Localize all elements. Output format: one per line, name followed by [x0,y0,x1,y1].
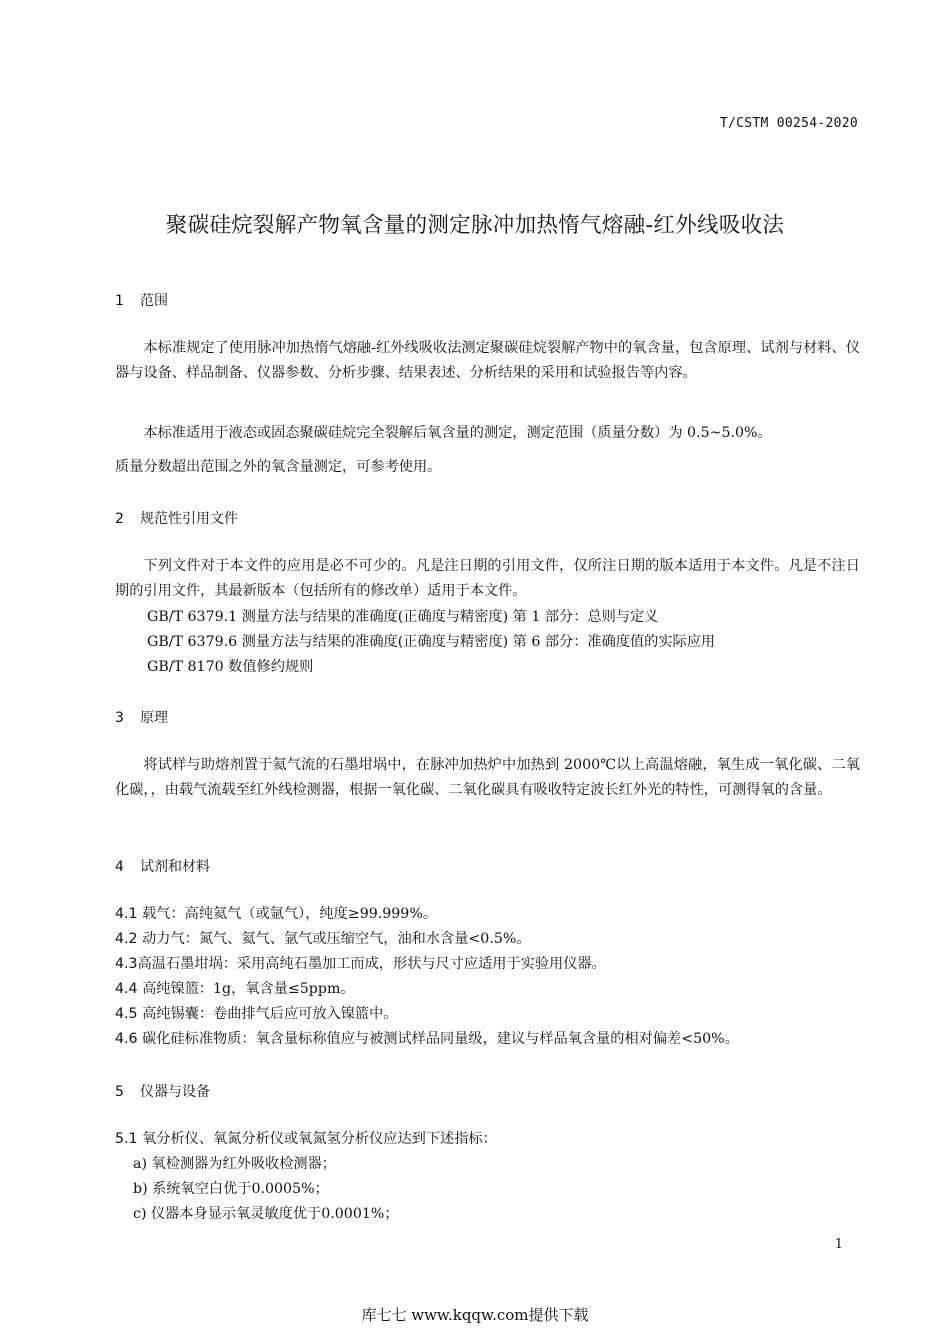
section-title: 范围 [140,293,168,309]
item-number: 4.1 [115,906,143,922]
material-item [115,928,531,948]
normative-reference: GB/T 6379.1 测量方法与结果的准确度(正确度与精密度) 第 1 部分：总则与定义 [147,609,659,625]
material-item [115,978,355,998]
section-title: 试剂和材料 [140,859,210,875]
material-item [115,1028,739,1048]
section-4-heading [115,856,210,876]
section-3-paragraph-1: 将试样与助熔剂置于氦气流的石墨坩埚中，在脉冲加热炉中加热到 2000℃以上高温熔融，氧生成一氧化碳、二氧化碳，，由载气流载至红外线检测器，根据一氧化碳、二氧化碳具有吸收特定波长红外光的特性，可测得氧的含量。 [115,757,860,798]
section-number: 2 [115,511,124,527]
material-item [115,953,606,973]
equipment-requirement: c) 仪器本身显示氧灵敏度优于0.0001%； [133,1206,399,1222]
item-text: 氧含量标称值应与被测试样品同量级，建议与样品氧含量的相对偏差<50%。 [255,1031,739,1047]
section-number: 4 [115,859,124,875]
item-term: 氧分析仪、氧氮分析仪或氧氮氢分析仪应达到下述指标： [142,1131,497,1147]
item-text: 1g，氧含量≤5ppm。 [213,981,355,997]
equipment-item [115,1128,497,1148]
material-item [115,1003,397,1023]
section-1-paragraph-2: 本标准适用于液态或固态聚碳硅烷完全裂解后氧含量的测定，测定范围（质量分数）为 0.5~5.0%。 [143,425,772,441]
item-number: 4.4 [115,981,143,997]
item-term: 高纯锡囊： [142,1006,214,1022]
section-1-paragraph-3: 质量分数超出范围之外的氧含量测定，可参考使用。 [115,459,442,475]
normative-reference: GB/T 8170 数值修约规则 [147,659,314,675]
item-text: 高纯氦气（或氩气），纯度≥99.999%。 [184,906,438,922]
item-number: 4.5 [115,1006,143,1022]
equipment-requirement: a) 氧检测器为红外吸收检测器； [133,1156,336,1172]
section-title: 规范性引用文件 [140,511,238,527]
section-1-heading [115,290,168,310]
material-item [115,903,437,923]
normative-reference: GB/T 6379.6 测量方法与结果的准确度(正确度与精密度) 第 6 部分：准确度值的实际应用 [147,634,716,650]
item-term: 高温石墨坩埚： [137,956,237,972]
item-term: 动力气： [142,931,199,947]
item-number: 4.3 [115,956,138,972]
download-footer: 库七七 www.kqqw.com提供下载 [361,1306,589,1324]
section-2-heading [115,508,238,528]
equipment-requirement: b) 系统氧空白优于0.0005%； [133,1181,329,1197]
section-number: 3 [115,710,124,726]
item-term: 碳化硅标准物质： [142,1031,256,1047]
item-number: 4.2 [115,931,143,947]
item-text: 氮气、氦气、氩气或压缩空气，油和水含量<0.5%。 [198,931,531,947]
section-1-paragraph-1: 本标准规定了使用脉冲加热惰气熔融-红外线吸收法测定聚碳硅烷裂解产物中的氧含量，包含原理、试剂与材料、仪器与设备、样品制备、仪器参数、分析步骤、结果表述、分析结果的采用和试验报告等内容。 [115,340,860,381]
section-number: 1 [115,293,124,309]
section-5-heading [115,1081,210,1101]
standard-number: T/CSTM 00254-2020 [719,116,858,131]
item-text: 采用高纯石墨加工而成，形状与尺寸应适用于实验用仪器。 [236,956,606,972]
document-title: 聚碳硅烷裂解产物氧含量的测定脉冲加热惰气熔融-红外线吸收法 [165,213,785,238]
item-term: 高纯镍篮： [142,981,214,997]
page-number: 1 [834,1237,843,1252]
section-title: 仪器与设备 [140,1084,210,1100]
item-term: 载气： [142,906,185,922]
item-number: 4.6 [115,1031,143,1047]
section-2-paragraph-1: 下列文件对于本文件的应用是必不可少的。凡是注日期的引用文件，仅所注日期的版本适用于本文件。凡是不注日期的引用文件，其最新版本（包括所有的修改单）适用于本文件。 [115,558,860,599]
section-number: 5 [115,1084,124,1100]
item-number: 5.1 [115,1131,143,1147]
section-3-heading [115,707,168,727]
section-title: 原理 [140,710,168,726]
item-text: 卷曲排气后应可放入镍篮中。 [213,1006,398,1022]
